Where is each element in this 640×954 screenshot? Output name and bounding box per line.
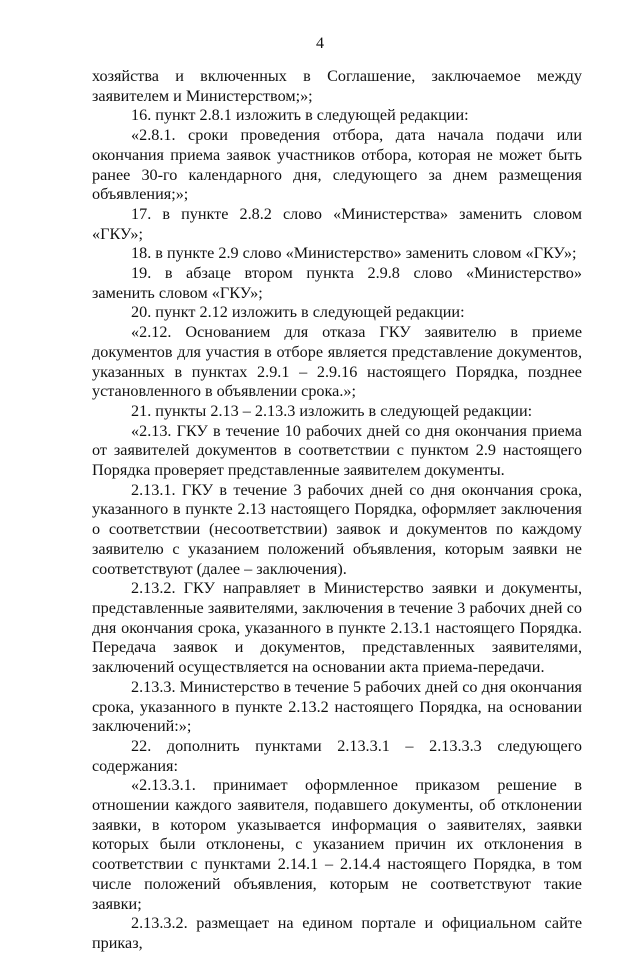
paragraph-item-17: 17. в пункте 2.8.2 слово «Министерства» заменить словом «ГКУ»; <box>92 204 582 243</box>
paragraph-quote-2-8-1: «2.8.1. сроки проведения отбора, дата начала подачи или окончания приема заявок участников отбора, которая не может быть ранее 30-го календарного дня, следующего за днем размещения объявления;»; <box>92 126 582 204</box>
paragraph-item-22: 22. дополнить пунктами 2.13.3.1 – 2.13.3.3 следующего содержания: <box>92 736 582 775</box>
paragraph-quote-2-13-3-1: «2.13.3.1. принимает оформленное приказом решение в отношении каждого заявителя, подавшего документы, об отклонении заявки, в котором указывается информация о заявителях, заявки которых были отклонены, с указанием причин их отклонения в соответствии с пунктами 2.14.1 – 2.14.4 настоящего Порядка, в том числе положений объявления, которым не соответствуют такие заявки; <box>92 776 582 913</box>
paragraph-item-21: 21. пункты 2.13 – 2.13.3 изложить в следующей редакции: <box>131 401 533 420</box>
paragraph-item-16: 16. пункт 2.8.1 изложить в следующей редакции: <box>131 106 469 125</box>
document-body <box>92 67 582 954</box>
page-number: 4 <box>316 35 324 52</box>
paragraph-2-13-3: 2.13.3. Министерство в течение 5 рабочих дней со дня окончания срока, указанного в пункте 2.13.2 настоящего Порядка, на основании заключений:»; <box>92 677 582 736</box>
paragraph-quote-2-13: «2.13. ГКУ в течение 10 рабочих дней со дня окончания приема от заявителей документов в соответствии с пунктом 2.9 настоящего Порядка проверяет представленные заявителем документы. <box>92 421 582 480</box>
paragraph-2-13-1: 2.13.1. ГКУ в течение 3 рабочих дней со дня окончания срока, указанного в пункте 2.13 настоящего Порядка, оформляет заключения о соответствии (несоответствии) заявок и документов по каждому заявителю с указанием положений объявления, которым заявки не соответствуют (далее – заключения). <box>92 480 582 578</box>
paragraph-quote-2-12: «2.12. Основанием для отказа ГКУ заявителю в приеме документов для участия в отборе является представление документов, указанных в пунктах 2.9.1 – 2.9.16 настоящего Порядка, позднее установленного в объявлении срока.»; <box>92 323 582 401</box>
paragraph-2-13-2: 2.13.2. ГКУ направляет в Министерство заявки и документы, представленные заявителями, заключения в течение 3 рабочих дней со дня окончания срока, указанного в пункте 2.13.1 настоящего Порядка. Передача заявок и документов, представленных заявителями, заключений осуществляется на основании акта приема-передачи. <box>92 579 582 677</box>
paragraph-continuation: хозяйства и включенных в Соглашение, заключаемое между заявителем и Министерством;»; <box>92 67 582 105</box>
paragraph-item-19: 19. в абзаце втором пункта 2.9.8 слово «Министерство» заменить словом «ГКУ»; <box>92 264 582 302</box>
paragraph-2-13-3-2: 2.13.3.2. размещает на едином портале и официальном сайте приказ, <box>92 914 582 952</box>
paragraph-item-20: 20. пункт 2.12 изложить в следующей редакции: <box>131 303 465 322</box>
paragraph-item-18: 18. в пункте 2.9 слово «Министерство» заменить словом «ГКУ»; <box>131 244 577 263</box>
